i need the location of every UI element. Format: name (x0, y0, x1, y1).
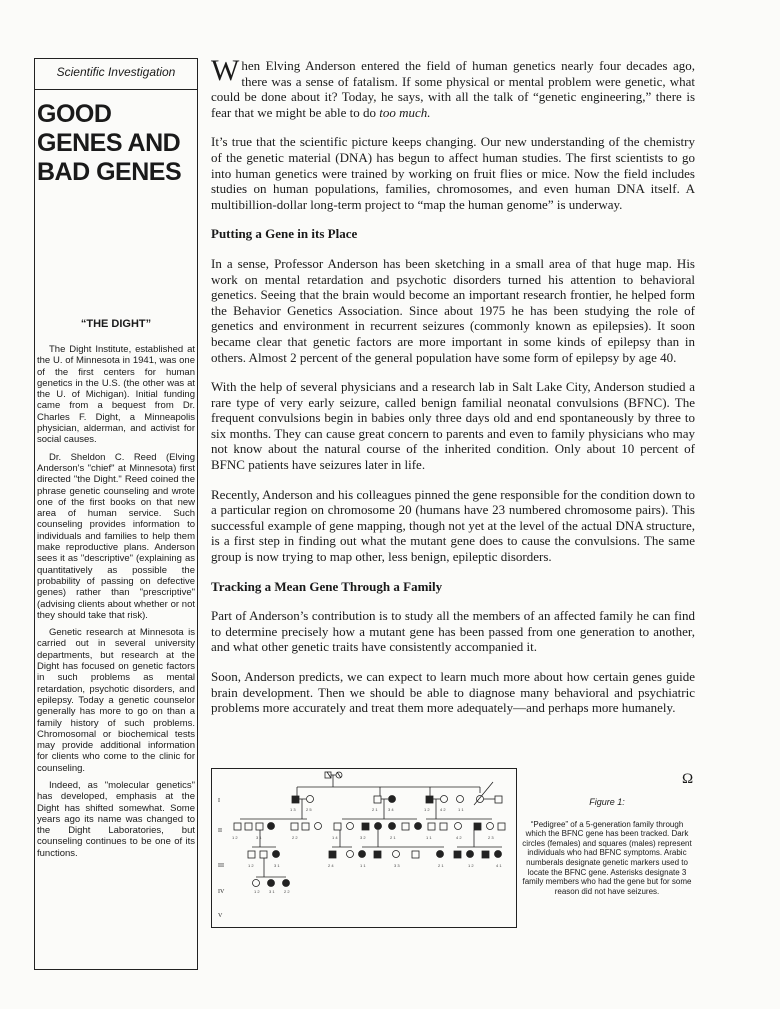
pedigree-male (256, 823, 263, 830)
svg-text:2 2: 2 2 (284, 889, 290, 894)
subhead: Tracking a Mean Gene Through a Family (211, 578, 443, 594)
pedigree-male (302, 823, 309, 830)
article-paragraph: Recently, Anderson and his colleagues pinned the gene responsible for the condition down to a particular region on chromosome 20 (humans have 23 numbered chromosome pairs). This successful example of gene mapping, though not yet at the level of the actual DNA structure, is a first step in finding out what the mutant gene does to cause the convulsions. The same group is now trying to map other, less benign, epileptic disorders. (211, 486, 695, 565)
pedigree-female-affected (389, 796, 396, 803)
generation-label: IV (218, 889, 225, 895)
sidebar-box-text (37, 344, 195, 865)
svg-text:3 2: 3 2 (360, 835, 366, 840)
headline-line-1: GOOD (37, 100, 112, 128)
pedigree-male (334, 823, 341, 830)
end-mark: Ω (682, 771, 694, 787)
sidebar-box (34, 58, 198, 970)
pedigree-male-affected (454, 851, 461, 858)
generation-label: III (218, 863, 224, 869)
pedigree-male (291, 823, 298, 830)
svg-text:3 1: 3 1 (274, 863, 280, 868)
svg-text:1 2: 1 2 (468, 863, 474, 868)
svg-text:1 4: 1 4 (332, 835, 338, 840)
pedigree-male-affected (374, 851, 381, 858)
svg-text:3 3: 3 3 (394, 863, 400, 868)
pedigree-female (347, 823, 354, 830)
svg-text:2 5: 2 5 (306, 807, 312, 812)
subhead: Putting a Gene in its Place (211, 226, 358, 242)
pedigree-female-affected (437, 851, 444, 858)
svg-text:1 2: 1 2 (254, 889, 260, 894)
pedigree-male (498, 823, 505, 830)
article-paragraph: Part of Anderson’s contribution is to study all the members of an affected family he can find to determine precisely how a mutant gene has been passed from one generation to another, and what other genetic traits have consistently accompanied it. (211, 608, 695, 655)
svg-text:2 1: 2 1 (390, 835, 396, 840)
article-paragraph: In a sense, Professor Anderson has been sketching in a small area of that huge map. His work on mental retardation and psychotic disorders turned his attention to behavioral genetics. Seeing that the brain would become an important research frontier, he helped form the Behavior Genetics Association. Since about 1975 he has been studying the role of genetics and environment in recurrent seizures (commonly known as epilepsies). It soon became clear that genetic factors are more important in some kinds of epilepsy than in others. Almost 2 percent of the general population have some form of epilepsy by age 40. (211, 255, 695, 365)
svg-text:1 1: 1 1 (458, 807, 464, 812)
intro-paragraph (211, 54, 695, 120)
pedigree-female (393, 851, 400, 858)
intro-emphasis: too much. (379, 104, 431, 120)
headline-line-3: BAD GENES (37, 158, 182, 186)
pedigree-female-affected (389, 823, 396, 830)
svg-text:2 3: 2 3 (488, 835, 494, 840)
svg-text:3 4: 3 4 (388, 807, 394, 812)
pedigree-female-affected (415, 823, 422, 830)
sidebar-paragraph: Indeed, as "molecular genetics" has developed, emphasis at the Dight has shifted somewhat. Some years ago its name was changed to the Dight Laboratories, but counseling continues to be one of its functions. (37, 779, 195, 859)
pedigree-male (412, 851, 419, 858)
pedigree-male (374, 796, 381, 803)
svg-text:2 1: 2 1 (438, 863, 444, 868)
sidebar-paragraph: Dr. Sheldon C. Reed (Elving Anderson's "chief" at Minnesota) first directed "the Dight." Reed coined the phrase genetic counseling and wrote one of the first books on that new area of human service. Such counseling provides information to individuals and families to help them make reproductive plans. Anderson sees it as "descriptive" (explaining as quantitatively as possible the probability of passing on defective genes) rather than "prescriptive" (advising clients about whether or not they should take that risk). (37, 451, 195, 621)
figure-title: Figure 1: (589, 797, 625, 807)
svg-text:3 1: 3 1 (269, 889, 275, 894)
generation-label: II (218, 828, 222, 834)
pedigree-female (441, 796, 448, 803)
sidebar-kicker-bar (35, 65, 197, 90)
pedigree-male (428, 823, 435, 830)
pedigree-female-affected (495, 851, 502, 858)
pedigree-female-affected (359, 851, 366, 858)
pedigree-female-affected (467, 851, 474, 858)
svg-text:1 2: 1 2 (424, 807, 430, 812)
pedigree-female (455, 823, 462, 830)
pedigree-male (495, 796, 502, 803)
figure-caption (521, 798, 693, 896)
pedigree-female (315, 823, 322, 830)
article-paragraph: With the help of several physicians and a research lab in Salt Lake City, Anderson studied a rare type of very early seizure, called benign familial neonatal convulsions (BFNC). The frequent convulsions begin in babies only three days old and end spontaneously by three to six months. They can cause great concern to parents and even to family physicians who may not know about the natural course of the inherited condition. Only about 10 percent of BFNC patients have seizures later in life. (211, 379, 695, 473)
pedigree-male-affected (362, 823, 369, 830)
drop-cap: W (211, 54, 240, 87)
article-body (211, 54, 695, 730)
figure-caption-text: “Pedigree” of a 5-generation family through which the BFNC gene has been tracked. Dark circles (females) and squares (males) represent individuals who had BFNC symptoms. Arabic numberals designate genetic markers used to locate the BFNC gene. Asterisks designate 3 family members who had the gene but for some reason did not have seizures. (522, 819, 692, 896)
pedigree-male (260, 851, 267, 858)
headline (37, 100, 197, 187)
svg-text:2 1: 2 1 (372, 807, 378, 812)
kicker: Scientific Investigation (56, 65, 176, 79)
pedigree-male (402, 823, 409, 830)
generation-label: I (218, 798, 220, 804)
svg-text:4 2: 4 2 (440, 807, 446, 812)
pedigree-female (307, 796, 314, 803)
pedigree-female (487, 823, 494, 830)
pedigree-male (234, 823, 241, 830)
svg-text:3 1: 3 1 (256, 835, 262, 840)
pedigree-male-affected (329, 851, 336, 858)
pedigree-figure (211, 768, 517, 928)
pedigree-male (440, 823, 447, 830)
svg-text:1 1: 1 1 (426, 835, 432, 840)
pedigree-male (248, 851, 255, 858)
svg-text:1 1: 1 1 (360, 863, 366, 868)
pedigree-male-affected (292, 796, 299, 803)
svg-text:4 1: 4 1 (496, 863, 502, 868)
pedigree-female (457, 796, 464, 803)
svg-text:2 4: 2 4 (328, 863, 334, 868)
article-paragraph: It’s true that the scientific picture keeps changing. Our new understanding of the chemistry of the genetic material (DNA) has begun to affect human studies. The first scientists to go into human genetics were trained by working on fruit flies or mice. Now the field includes studies on human populations, families, chromosomes, and even human DNA itself. A multibillion-dollar long-term project to “map the human genome” is underway. (211, 134, 695, 212)
pedigree-female (347, 851, 354, 858)
pedigree-male-affected (426, 796, 433, 803)
article-paragraph: Soon, Anderson predicts, we can expect to learn much more about how certain genes guide brain development. Then we should be able to diagnose many behavioral and psychiatric problems more accurately and treat them more adequately—and perhaps more humanely. (211, 669, 695, 716)
svg-text:4 2: 4 2 (456, 835, 462, 840)
pedigree-male-affected (474, 823, 481, 830)
generation-label: V (218, 913, 223, 919)
svg-text:1 3: 1 3 (290, 807, 296, 812)
pedigree-male (245, 823, 252, 830)
pedigree-female-affected (375, 823, 382, 830)
svg-text:1 2: 1 2 (232, 835, 238, 840)
svg-text:1 2: 1 2 (248, 863, 254, 868)
pedigree-female (477, 796, 484, 803)
pedigree-female-affected (283, 880, 290, 887)
svg-text:2 2: 2 2 (292, 835, 298, 840)
pedigree-female-affected (268, 823, 275, 830)
pedigree-male-affected (482, 851, 489, 858)
pedigree-female (253, 880, 260, 887)
sidebar-box-title: “THE DIGHT” (80, 318, 152, 330)
pedigree-female-affected (273, 851, 280, 858)
sidebar-paragraph: The Dight Institute, established at the U. of Minnesota in 1941, was one of the first centers for human genetics in the U.S. (the other was at the U. of Michigan). Initial funding came from a bequest from Dr. Charles F. Dight, a Minneapolis physician, alderman, and activist for social causes. (37, 344, 195, 446)
intro-text: hen Elving Anderson entered the field of human genetics nearly four decades ago, there was a sense of fatalism. If some physical or mental problem were genetic, what could be done about it? Today, he says, with all the talk of “genetic engineering,” there is fear that we might be able to do (211, 58, 695, 120)
pedigree-female-affected (268, 880, 275, 887)
sidebar-paragraph: Genetic research at Minnesota is carried out in several university departments, but research at the Dight has focused on genetic factors in such problems as mental retardation, psychotic disorders, and epilepsy. Today a genetic counselor generally has more to go on than a family history of such problems. Chromosomal or biochemical tests may provide additional information for clients who come to the clinic for counseling. (37, 627, 195, 774)
pedigree-chart (212, 769, 516, 927)
headline-line-2: GENES AND (37, 129, 181, 157)
